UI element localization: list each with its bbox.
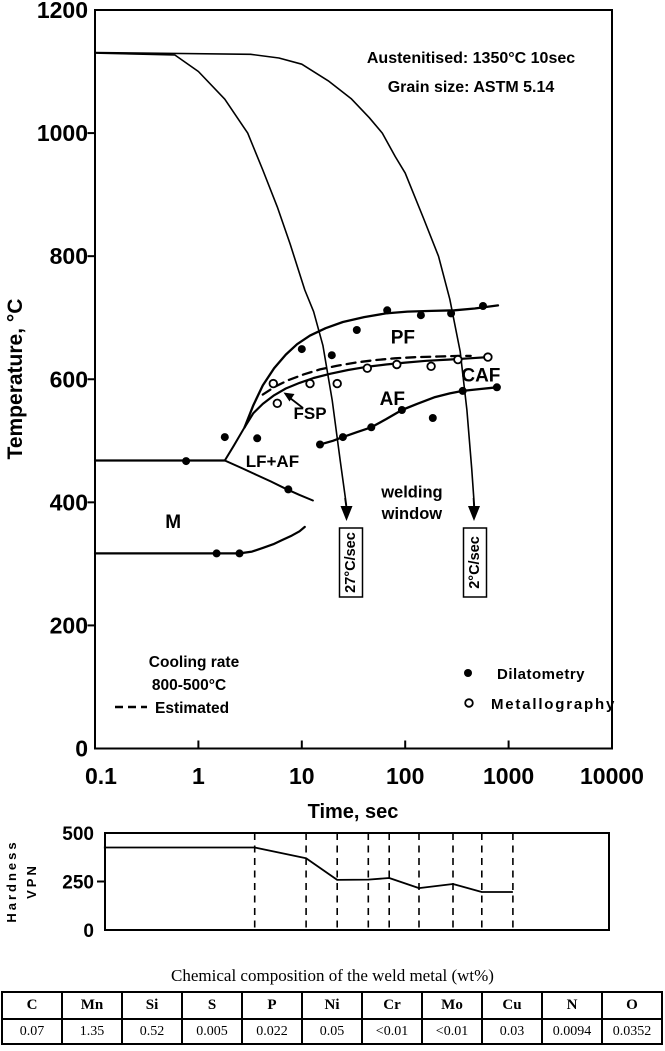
x-tick-label: 0.1 [85, 763, 117, 789]
composition-header-cell: Ni [302, 992, 362, 1019]
composition-value-cell: 0.0352 [602, 1019, 662, 1044]
composition-header-cell: Mo [422, 992, 482, 1019]
metallography-point [454, 356, 462, 364]
cooling-rate-27C-label: 27°C/sec [342, 532, 359, 593]
x-tick-label: 10 [289, 763, 315, 789]
composition-header-cell: Cu [482, 992, 542, 1019]
y-axis-title: Temperature, °C [4, 298, 27, 460]
region-label-fsp: FSP [293, 404, 327, 424]
metallography-point [393, 361, 401, 369]
lf-branch-up [225, 427, 245, 460]
cooling-rate-2C-label: 2°C/sec [466, 536, 483, 589]
metallography-point [484, 353, 492, 361]
composition-value-cell: 0.005 [182, 1019, 242, 1044]
composition-value-cell: <0.01 [422, 1019, 482, 1044]
dilatometry-point [253, 434, 261, 442]
hardness-axis-title-line1: Hardness [4, 839, 19, 923]
legend-dilatometry-label: Dilatometry [497, 666, 586, 683]
metallography-point [270, 380, 278, 388]
composition-value-cell: 0.05 [302, 1019, 362, 1044]
composition-value-cell: 0.52 [122, 1019, 182, 1044]
composition-value-cell: 0.0094 [542, 1019, 602, 1044]
composition-header-cell: Si [122, 992, 182, 1019]
metallography-point [274, 400, 282, 408]
metallography-point [364, 364, 372, 372]
composition-header-cell: S [182, 992, 242, 1019]
dilatometry-point [221, 433, 229, 441]
metallography-point [306, 380, 314, 388]
legend-cooling-rate-line1: Cooling rate [148, 654, 240, 671]
x-tick-label: 10000 [580, 763, 644, 789]
composition-value-cell: 0.03 [482, 1019, 542, 1044]
hardness-axis-title-line2: VPN [24, 863, 39, 899]
open-circle-icon [465, 699, 473, 707]
ms-line [95, 527, 305, 554]
composition-section [0, 952, 665, 1045]
composition-header-cell: Cr [362, 992, 422, 1019]
region-label-caf: CAF [461, 365, 501, 387]
y-tick-label: 1000 [36, 120, 88, 147]
composition-value-cell: <0.01 [362, 1019, 422, 1044]
composition-value-cell: 0.022 [242, 1019, 302, 1044]
metallography-point [333, 380, 341, 388]
hardness-y-tick-label: 0 [83, 921, 94, 942]
annotation-grain-size: Grain size: ASTM 5.14 [387, 79, 555, 96]
arrow-2C-head [468, 506, 480, 521]
y-tick-label: 1200 [36, 0, 88, 23]
dilatometry-point [367, 423, 375, 431]
x-axis-title: Time, sec [307, 801, 399, 823]
y-tick-label: 400 [49, 489, 88, 516]
hardness-y-tick-label: 500 [62, 824, 94, 845]
filled-circle-icon [464, 669, 472, 677]
hardness-curve [104, 848, 513, 893]
dilatometry-point [417, 311, 425, 319]
composition-header-cell: O [602, 992, 662, 1019]
annotation-austenitised: Austenitised: 1350°C 10sec [366, 50, 576, 67]
dilatometry-point [298, 345, 306, 353]
dilatometry-point [316, 441, 324, 449]
y-tick-label: 0 [75, 735, 88, 762]
arrow-27C-head [341, 506, 353, 521]
composition-header-cell: P [242, 992, 302, 1019]
dilatometry-point [182, 457, 190, 465]
dilatometry-point [339, 433, 347, 441]
dilatometry-point [236, 549, 244, 557]
composition-header-cell: N [542, 992, 602, 1019]
composition-value-cell: 1.35 [62, 1019, 122, 1044]
metallography-point [427, 363, 435, 371]
cooling-curve-2C [95, 53, 474, 506]
y-tick-label: 200 [49, 612, 88, 639]
dilatometry-point [353, 326, 361, 334]
estimated-dashed-curve [263, 356, 471, 395]
y-tick-label: 600 [49, 366, 88, 393]
composition-header-cell: C [2, 992, 62, 1019]
region-label-m: M [165, 512, 182, 533]
dilatometry-point [328, 351, 336, 359]
x-tick-label: 1000 [483, 763, 535, 789]
legend-cooling-rate-line2: 800-500°C [151, 677, 227, 694]
cooling-curve-27C [95, 53, 346, 505]
dilatometry-point [459, 387, 467, 395]
region-label-lfaf: LF+AF [245, 452, 300, 472]
hardness-y-tick-label: 250 [62, 872, 94, 894]
dilatometry-point [429, 414, 437, 422]
x-tick-label: 100 [386, 763, 425, 789]
dilatometry-point [284, 485, 292, 493]
composition-table-title: Chemical composition of the weld metal (wt%) [171, 966, 494, 985]
dilatometry-point [383, 306, 391, 314]
legend-estimated-label: Estimated [155, 700, 230, 717]
region-label-af: AF [379, 388, 405, 410]
region-label-welding: welding [381, 483, 443, 502]
region-label-pf: PF [390, 327, 416, 349]
dilatometry-point [479, 302, 487, 310]
dilatometry-point [447, 309, 455, 317]
x-tick-label: 1 [192, 763, 205, 789]
main-plot-frame [95, 10, 612, 749]
composition-value-cell: 0.07 [2, 1019, 62, 1044]
region-label-window: window [381, 504, 443, 523]
y-tick-label: 800 [49, 243, 88, 270]
dilatometry-point [213, 549, 221, 557]
composition-table [1, 991, 663, 1045]
legend-metallography-label: Metallography [491, 696, 617, 713]
composition-header-cell: Mn [62, 992, 122, 1019]
